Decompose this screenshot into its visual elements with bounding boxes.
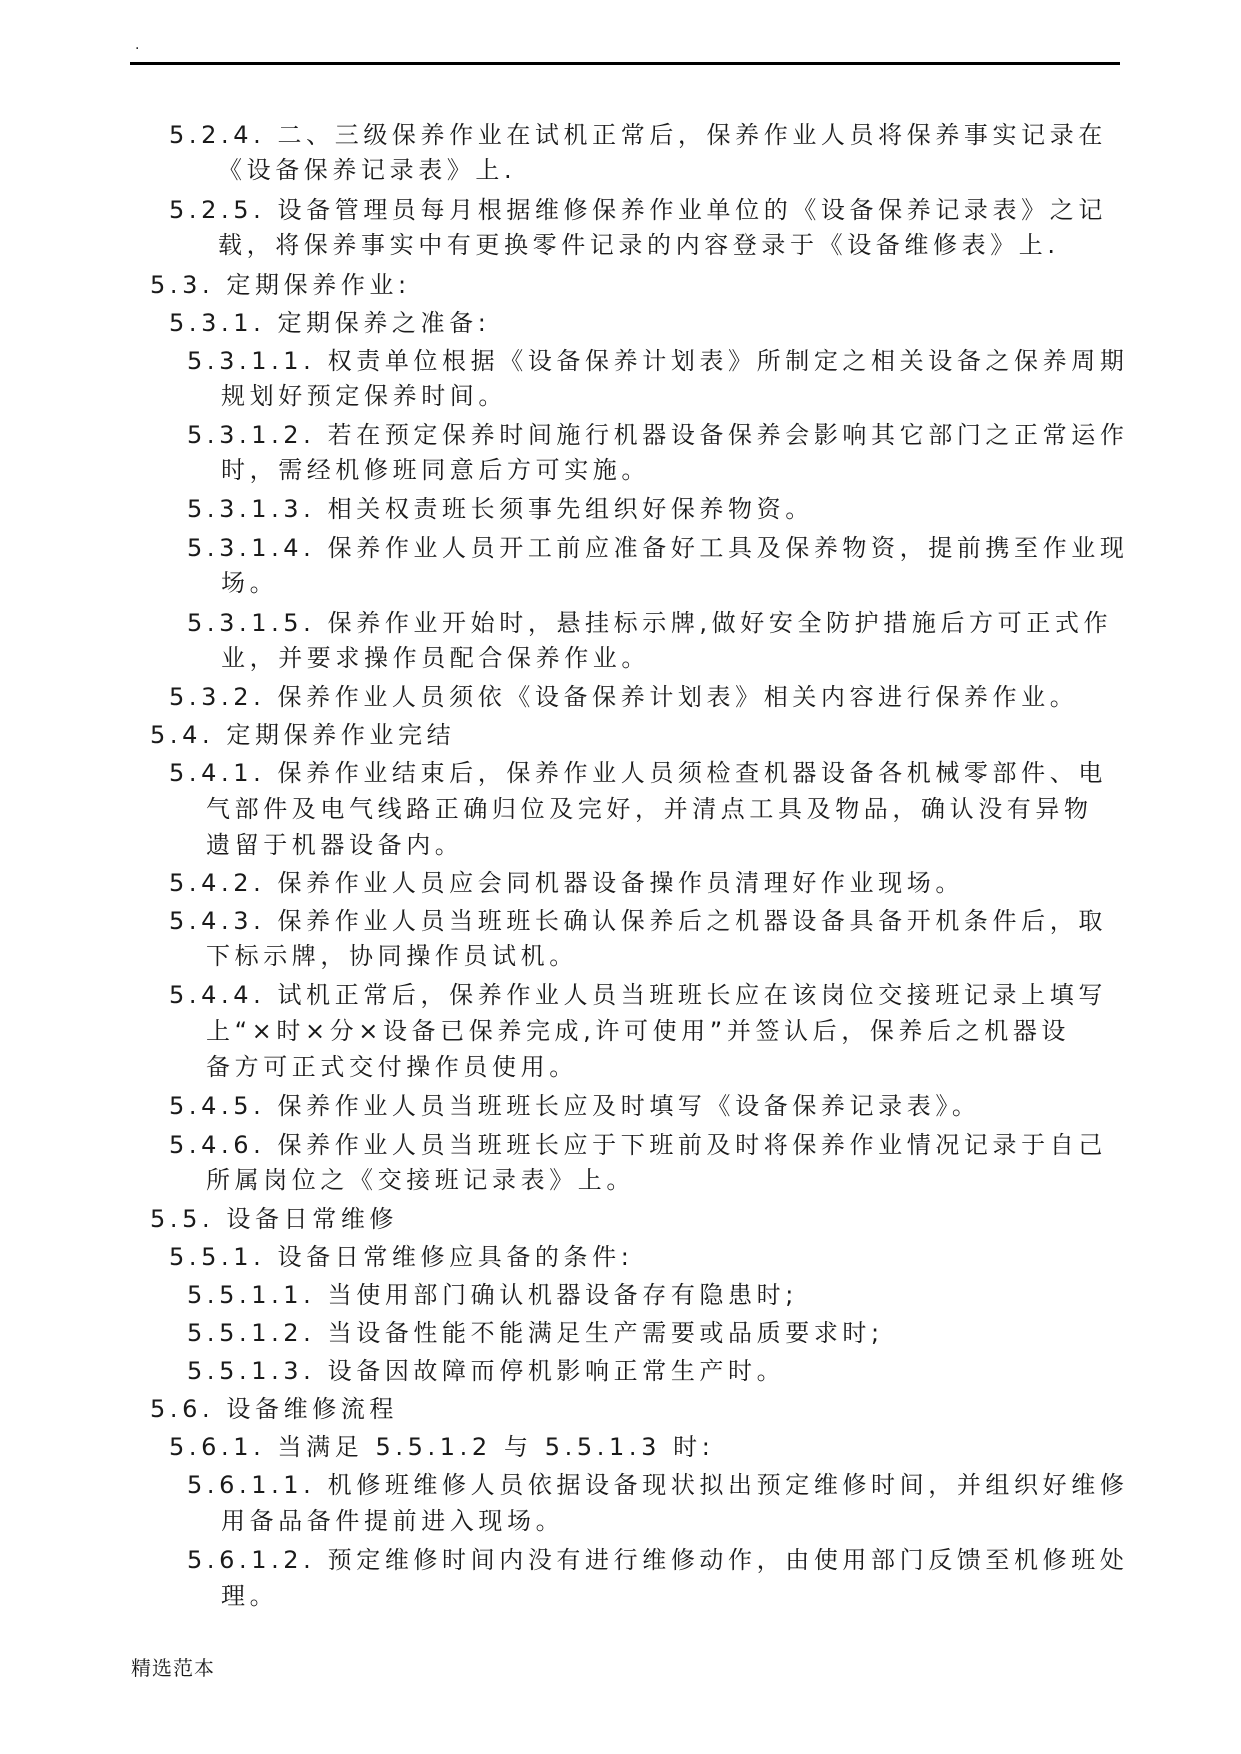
section-5-5: 5.5. 设备日常维修: [150, 1205, 399, 1233]
header-mark: .: [135, 37, 140, 53]
continuation: 备方可正式交付操作员使用。: [206, 1053, 578, 1081]
footer-text: 精选范本: [131, 1656, 215, 1680]
clause-5-6-1-2: 5.6.1.2. 预定维修时间内没有进行维修动作，由使用部门反馈至机修班处: [187, 1546, 1129, 1574]
clause-5-6-1: 5.6.1. 当满足 5.5.1.2 与 5.5.1.3 时:: [169, 1433, 715, 1461]
section-5-6: 5.6. 设备维修流程: [150, 1395, 399, 1423]
continuation: 时，需经机修班同意后方可实施。: [221, 456, 650, 484]
clause-5-4-6: 5.4.6. 保养作业人员当班班长应于下班前及时将保养作业情况记录于自己: [169, 1131, 1107, 1159]
clause-5-4-2: 5.4.2. 保养作业人员应会同机器设备操作员清理好作业现场。: [169, 869, 964, 897]
continuation: 遗留于机器设备内。: [206, 831, 464, 859]
continuation: 场。: [221, 569, 279, 597]
clause-5-4-3: 5.4.3. 保养作业人员当班班长确认保养后之机器设备具备开机条件后，取: [169, 907, 1107, 935]
continuation: 下标示牌，协同操作员试机。: [206, 942, 578, 970]
continuation: 业，并要求操作员配合保养作业。: [221, 644, 650, 672]
continuation: 《设备保养记录表》上.: [218, 156, 517, 184]
clause-5-6-1-1: 5.6.1.1. 机修班维修人员依据设备现状拟出预定维修时间，并组织好维修: [187, 1471, 1129, 1499]
clause-5-5-1: 5.5.1. 设备日常维修应具备的条件:: [169, 1243, 634, 1271]
clause-5-3-1-2: 5.3.1.2. 若在预定保养时间施行机器设备保养会影响其它部门之正常运作: [187, 421, 1129, 449]
clause-5-2-5: 5.2.5. 设备管理员每月根据维修保养作业单位的《设备保养记录表》之记: [169, 196, 1107, 224]
clause-5-3-1: 5.3.1. 定期保养之准备:: [169, 309, 491, 337]
continuation: 理。: [221, 1582, 279, 1610]
clause-5-3-1-1: 5.3.1.1. 权责单位根据《设备保养计划表》所制定之相关设备之保养周期: [187, 347, 1129, 375]
continuation: 上“×时×分×设备已保养完成,许可使用”并签认后，保养后之机器设: [206, 1017, 1071, 1045]
clause-5-4-4: 5.4.4. 试机正常后，保养作业人员当班班长应在该岗位交接班记录上填写: [169, 981, 1107, 1009]
continuation: 规划好预定保养时间。: [221, 382, 507, 410]
continuation: 载，将保养事实中有更换零件记录的内容登录于《设备维修表》上.: [218, 231, 1060, 259]
continuation: 用备品备件提前进入现场。: [221, 1507, 565, 1535]
clause-5-3-1-5: 5.3.1.5. 保养作业开始时，悬挂标示牌,做好安全防护措施后方可正式作: [187, 609, 1113, 637]
clause-5-4-1: 5.4.1. 保养作业结束后，保养作业人员须检查机器设备各机械零部件、电: [169, 759, 1107, 787]
clause-5-3-2: 5.3.2. 保养作业人员须依《设备保养计划表》相关内容进行保养作业。: [169, 683, 1079, 711]
continuation: 所属岗位之《交接班记录表》上。: [206, 1166, 635, 1194]
header-rule: [130, 62, 1120, 65]
section-5-3: 5.3. 定期保养作业:: [150, 271, 411, 299]
continuation: 气部件及电气线路正确归位及完好，并清点工具及物品，确认没有异物: [206, 795, 1093, 823]
clause-5-3-1-3: 5.3.1.3. 相关权责班长须事先组织好保养物资。: [187, 495, 814, 523]
clause-5-5-1-3: 5.5.1.3. 设备因故障而停机影响正常生产时。: [187, 1357, 786, 1385]
clause-5-4-5: 5.4.5. 保养作业人员当班班长应及时填写《设备保养记录表》。: [169, 1092, 981, 1120]
clause-5-2-4: 5.2.4. 二、三级保养作业在试机正常后，保养作业人员将保养事实记录在: [169, 121, 1107, 149]
clause-5-5-1-1: 5.5.1.1. 当使用部门确认机器设备存有隐患时;: [187, 1281, 798, 1309]
clause-5-3-1-4: 5.3.1.4. 保养作业人员开工前应准备好工具及保养物资，提前携至作业现: [187, 534, 1129, 562]
section-5-4: 5.4. 定期保养作业完结: [150, 721, 456, 749]
clause-5-5-1-2: 5.5.1.2. 当设备性能不能满足生产需要或品质要求时;: [187, 1319, 884, 1347]
